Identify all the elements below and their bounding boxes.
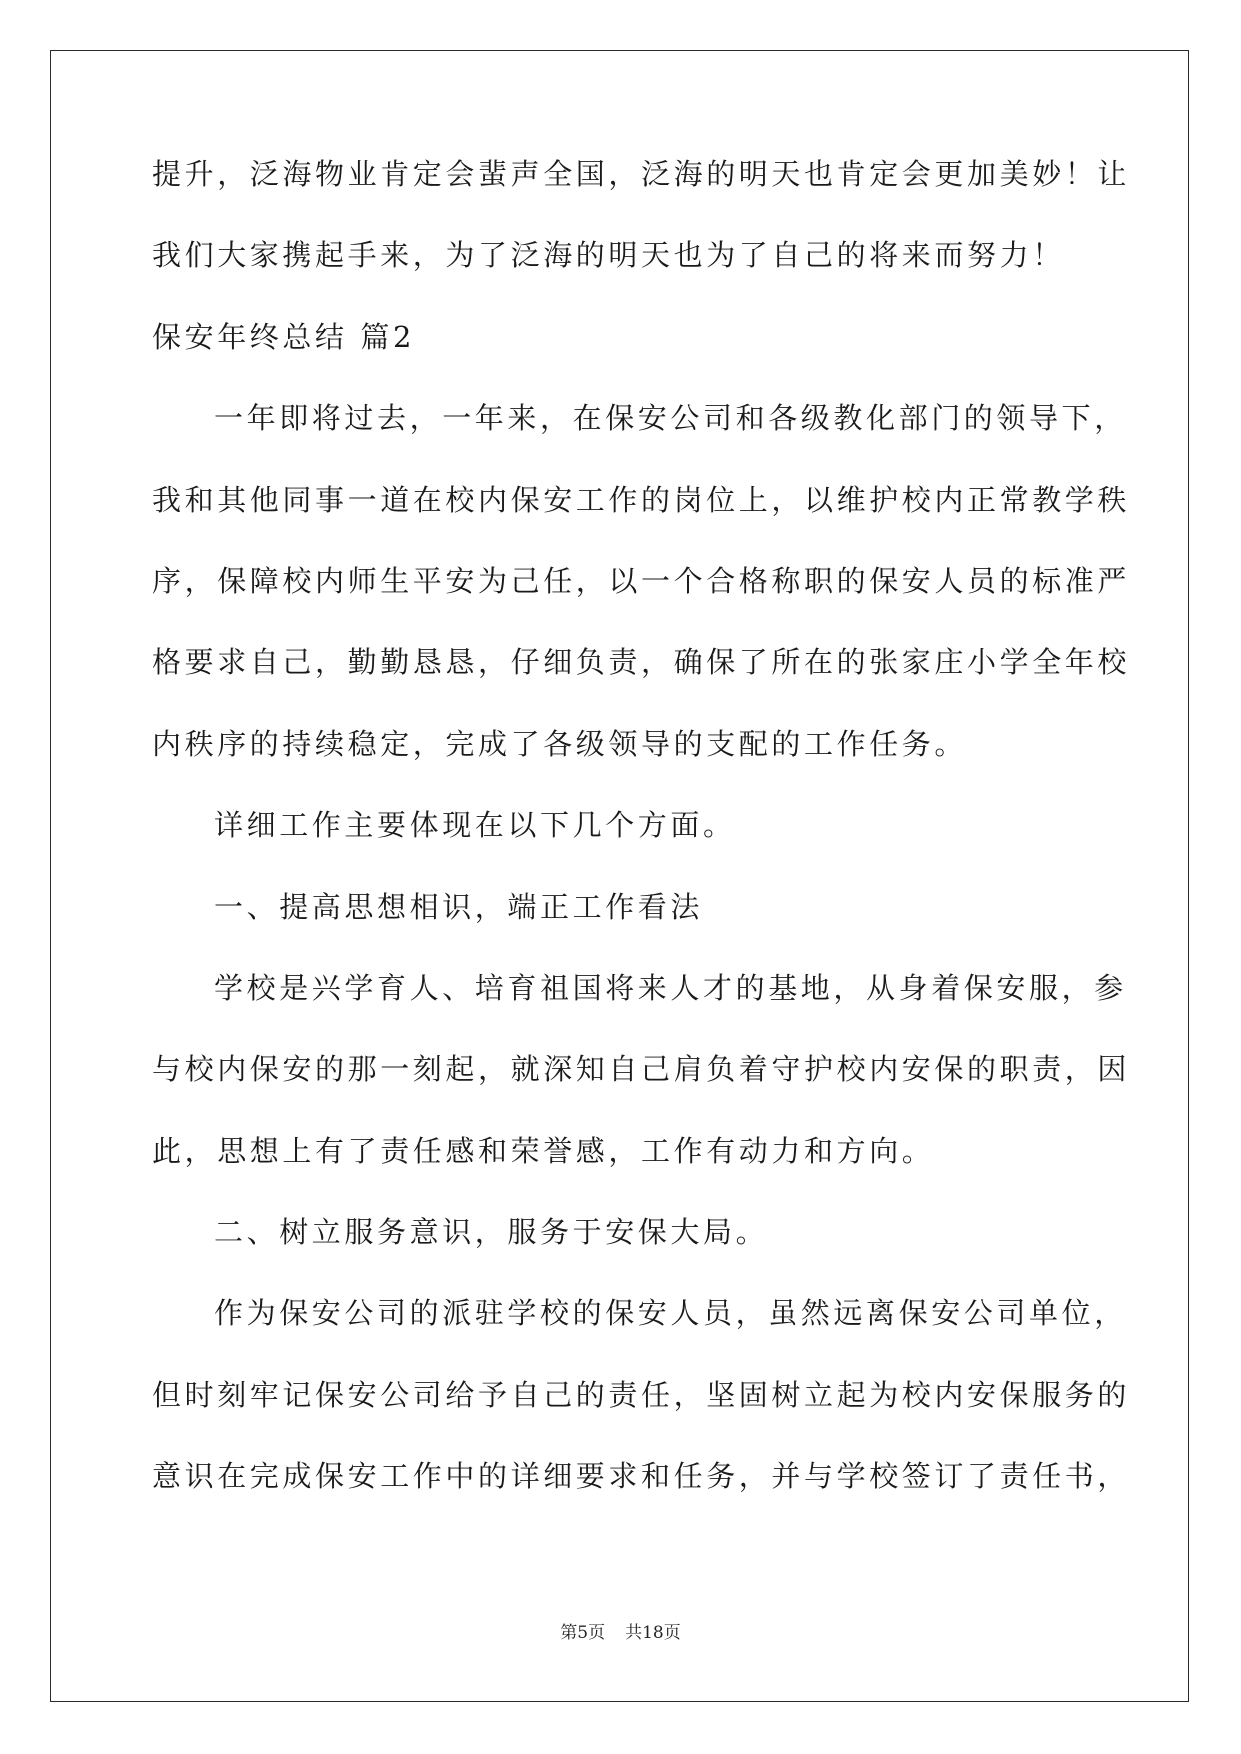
page-number: 第5页 [560,1623,606,1643]
paragraph-line: 我们大家携起手来，为了泛海的明天也为了自己的将来而努力！ [152,238,1065,273]
paragraph-line: 学校是兴学育人、培育祖国将来人才的基地，从身着保安服，参 [214,970,1127,1005]
subheading-line: 一、提高思想相识，端正工作看法 [214,889,704,924]
section-heading: 保安年终总结 篇2 [152,319,416,354]
paragraph-line: 内秩序的持续稳定，完成了各级领导的支配的工作任务。 [152,726,968,761]
paragraph-line: 提升，泛海物业肯定会蜚声全国，泛海的明天也肯定会更加美妙！让 [152,157,1131,191]
paragraph-line: 详细工作主要体现在以下几个方面。 [214,808,736,843]
paragraph-line: 我和其他同事一道在校内保安工作的岗位上，以维护校内正常教学秩 [152,482,1131,517]
paragraph-line: 意识在完成保安工作中的详细要求和任务，并与学校签订了责任书， [152,1459,1131,1494]
paragraph-line: 作为保安公司的派驻学校的保安人员，虽然远离保安公司单位， [214,1296,1127,1331]
paragraph-line: 与校内保安的那一刻起，就深知自己肩负着守护校内安保的职责，因 [152,1052,1131,1087]
paragraph-line: 序，保障校内师生平安为己任，以一个合格称职的保安人员的标准严 [152,563,1131,598]
subheading-line: 二、树立服务意识，服务于安保大局。 [214,1215,769,1250]
paragraph-line: 此，思想上有了责任感和荣誉感，工作有动力和方向。 [152,1133,935,1168]
paragraph-line: 一年即将过去，一年来，在保安公司和各级教化部门的领导下， [214,401,1127,436]
page-footer [0,1623,1241,1643]
page-total: 共18页 [625,1623,681,1643]
paragraph-line: 但时刻牢记保安公司给予自己的责任，坚固树立起为校内安保服务的 [152,1377,1131,1412]
paragraph-line: 格要求自己，勤勤恳恳，仔细负责，确保了所在的张家庄小学全年校 [152,645,1131,680]
document-body [152,157,1131,1544]
